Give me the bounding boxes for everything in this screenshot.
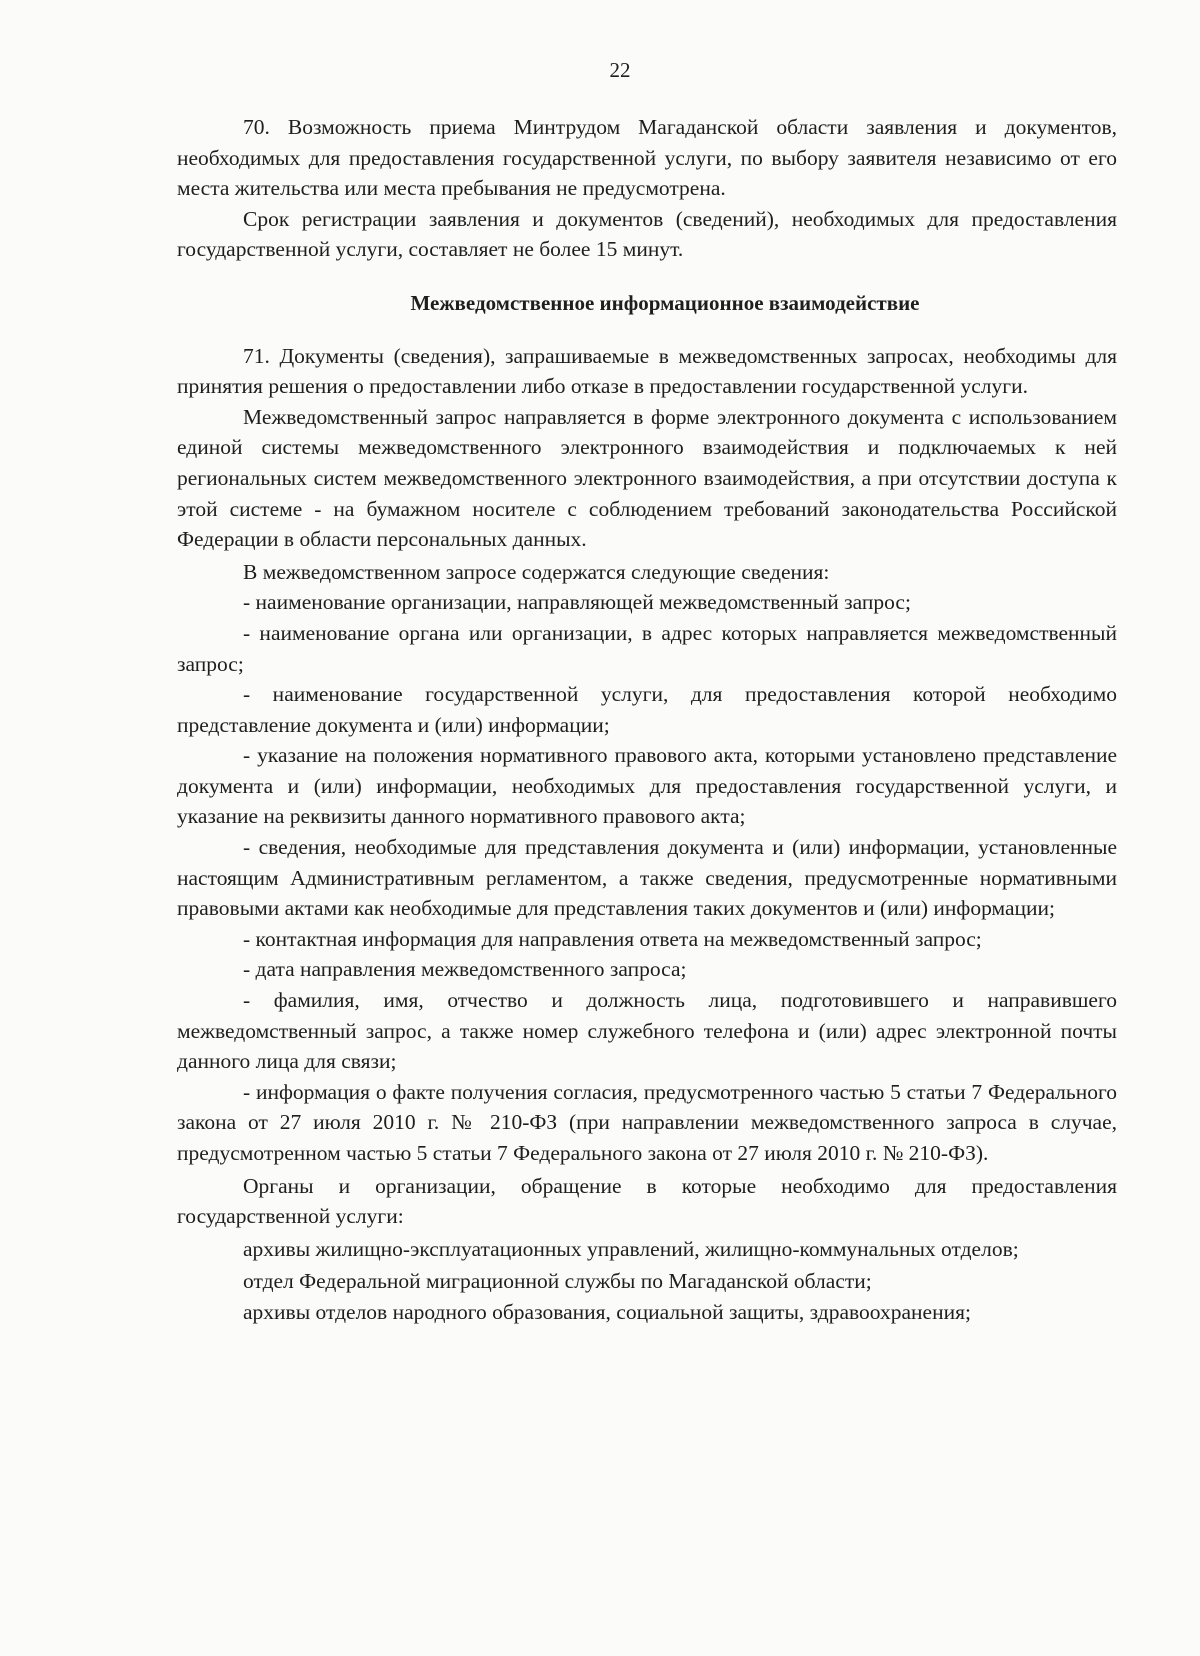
list-item: - информация о факте получения согласия, предусмотренного частью 5 статьи 7 Федерального закона от 27 июля 2010 г. № 210-ФЗ (при направлении межведомственного запроса в случае, предусмотренном частью 5 статьи 7 Федерального закона от 27 июля 2010 г. № 210-ФЗ). [177, 1079, 1117, 1165]
paragraph-interagency-request: Межведомственный запрос направляется в форме электронного документа с использованием единой системы межведомственного электронного взаимодействия и подключаемых к ней региональных систем межведомственного электронного взаимодействия, а при отсутствии доступа к этой системе - на бумажном носителе с соблюдением требований законодательства Российской Федерации в области персональных данных. [177, 404, 1117, 552]
list-item: архивы жилищно-эксплуатационных управлений, жилищно-коммунальных отделов; [243, 1236, 1019, 1261]
list-item: - указание на положения нормативного правового акта, которыми установлено представление документа и (или) информации, необходимых для предоставления государственной услуги, и указание на реквизиты данного нормативного правового акта; [177, 743, 1117, 829]
paragraph-organizations: Органы и организации, обращение в которые необходимо для предоставления государственной услуги: [177, 1173, 1117, 1229]
list-item: - наименование органа или организации, в адрес которых направляется межведомственный запрос; [177, 620, 1117, 676]
paragraph-70: 70. Возможность приема Минтрудом Магаданской области заявления и документов, необходимых для предоставления государственной услуги, по выбору заявителя независимо от его места жительства или места пребывания не предусмотрена. [177, 115, 1117, 201]
list-item: отдел Федеральной миграционной службы по Магаданской области; [243, 1269, 872, 1294]
paragraph-registration-term: Срок регистрации заявления и документов (сведений), необходимых для предоставления государственной услуги, составляет не более 15 минут. [177, 206, 1117, 262]
paragraph-request-contents: В межведомственном запросе содержатся следующие сведения: [243, 559, 830, 584]
list-item: - сведения, необходимые для представления документа и (или) информации, установленные настоящим Административным регламентом, а также сведения, предусмотренные нормативными правовыми актами как необходимые для представления таких документов и (или) информации; [177, 835, 1117, 921]
section-heading: Межведомственное информационное взаимодействие [410, 290, 920, 315]
list-item: - фамилия, имя, отчество и должность лица, подготовившего и направившего межведомственный запрос, а также номер служебного телефона и (или) адрес электронной почты данного лица для связи; [177, 988, 1117, 1074]
list-item: архивы отделов народного образования, социальной защиты, здравоохранения; [243, 1299, 971, 1324]
list-item: - наименование государственной услуги, для предоставления которой необходимо представление документа и (или) информации; [177, 682, 1117, 737]
list-item: - дата направления межведомственного запроса; [243, 957, 687, 982]
list-item: - контактная информация для направления ответа на межведомственный запрос; [243, 926, 982, 951]
page-number: 22 [609, 58, 631, 82]
page-body [177, 112, 1117, 1328]
list-item: - наименование организации, направляющей межведомственный запрос; [243, 590, 911, 615]
paragraph-71: 71. Документы (сведения), запрашиваемые в межведомственных запросах, необходимы для принятия решения о предоставлении либо отказе в предоставлении государственной услуги. [177, 343, 1117, 399]
